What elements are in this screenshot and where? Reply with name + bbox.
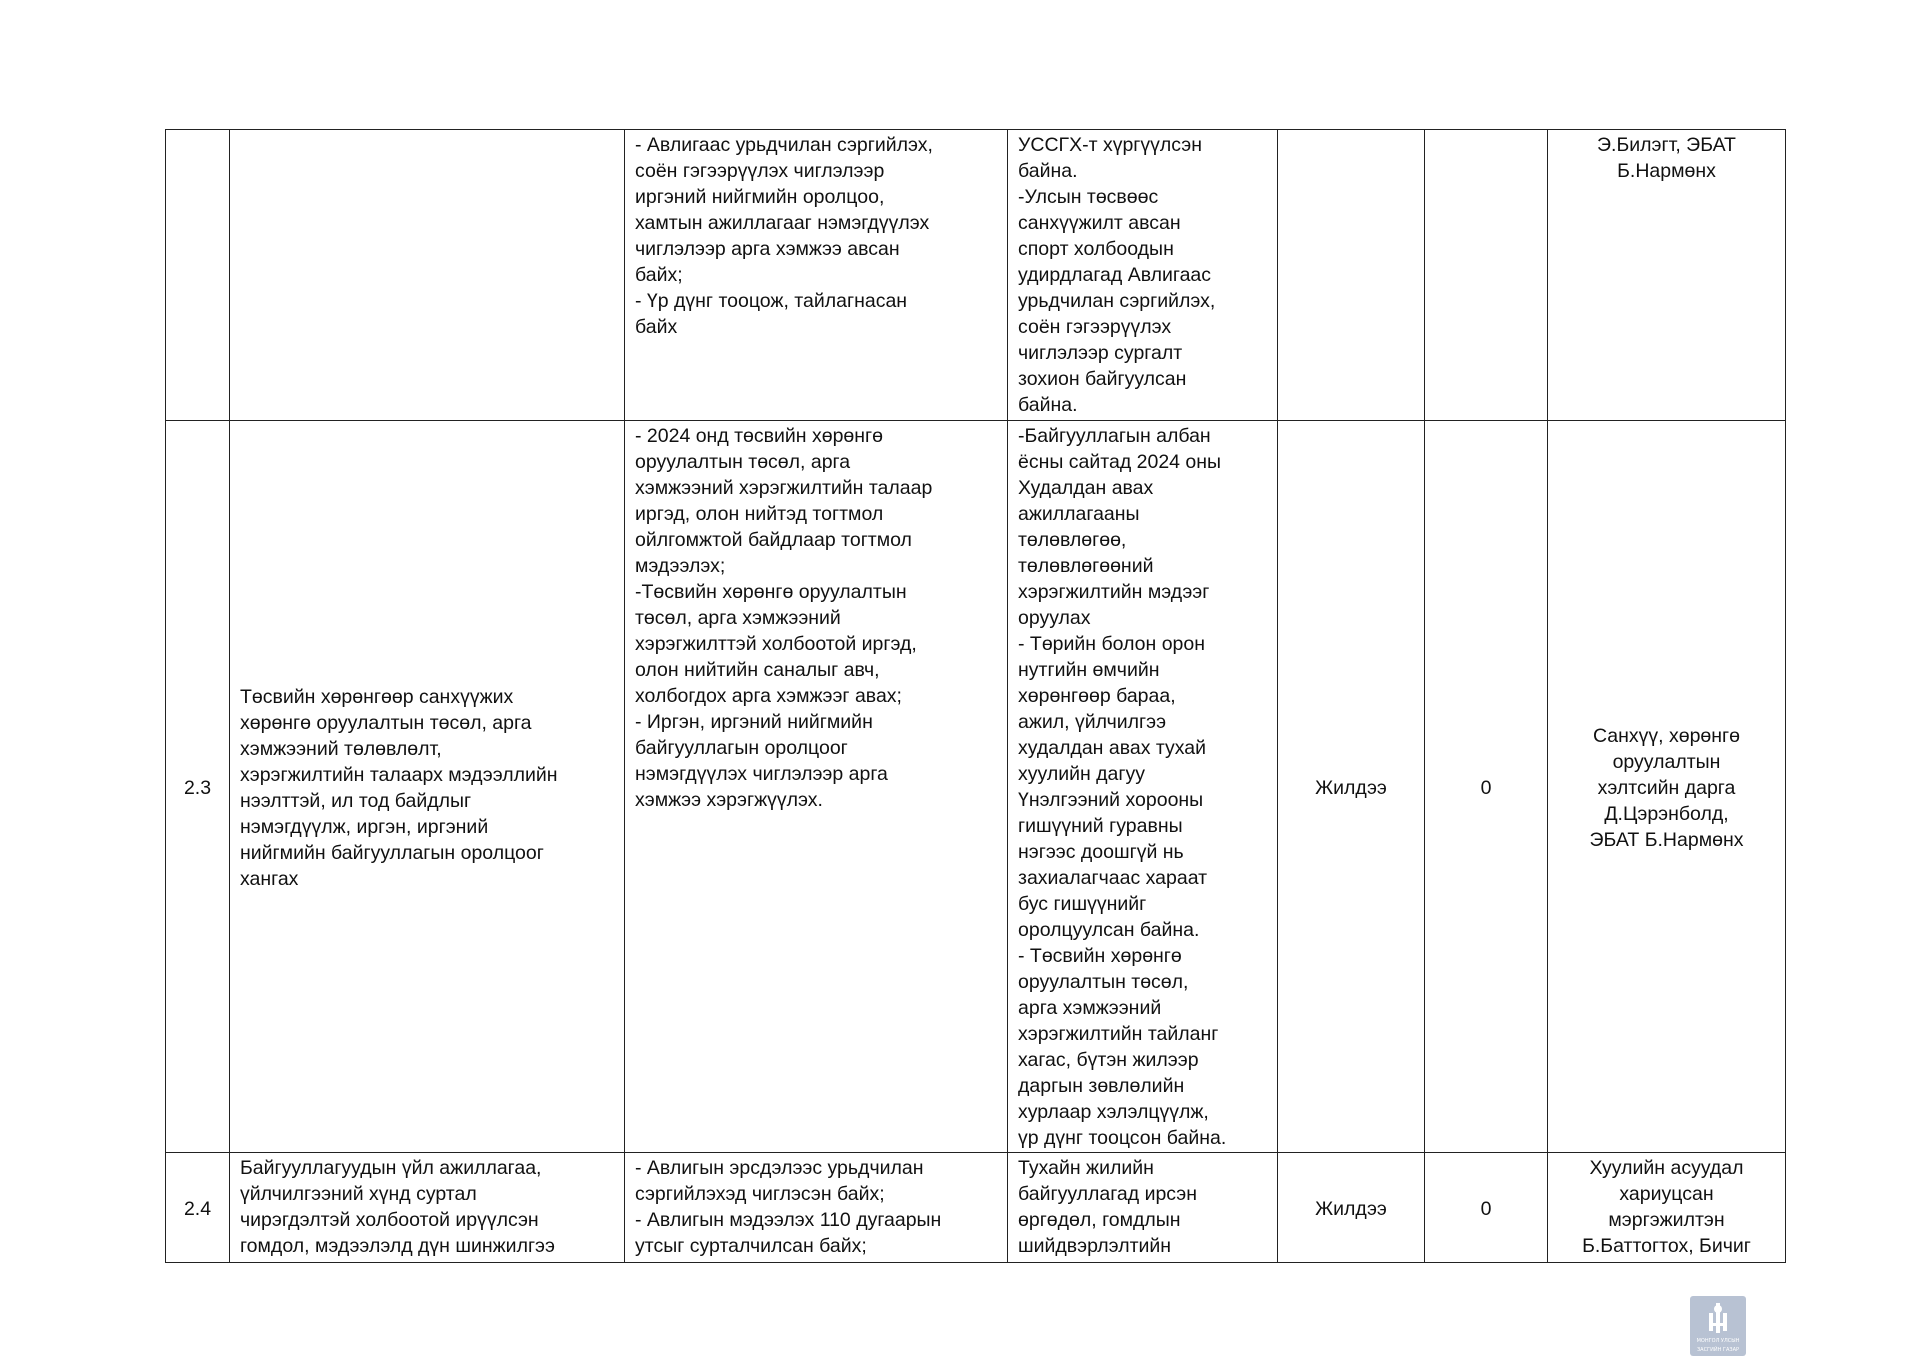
score-cell xyxy=(1425,130,1548,421)
responsible-cell: Санхүү, хөрөнгө оруулалтын хэлтсийн дарга Д.Цэрэнболд, ЭБАТ Б.Нармөнх xyxy=(1548,421,1786,1153)
term-cell: Жилдээ xyxy=(1278,421,1425,1153)
action-plan-table xyxy=(165,129,1786,1263)
measures-cell: - Авлигын эрсдэлээс урьдчилан сэргийлэхэд чиглэсэн байх; - Авлигын мэдээлэх 110 дугаарын утсыг сурталчилсан байх; xyxy=(625,1153,1008,1263)
term-cell: Жилдээ xyxy=(1278,1153,1425,1263)
mongolia-government-emblem-icon xyxy=(1705,1301,1731,1335)
responsible-cell: Э.Билэгт, ЭБАТ Б.Нармөнх xyxy=(1548,130,1786,421)
row-number: 2.3 xyxy=(166,421,230,1153)
score-cell: 0 xyxy=(1425,1153,1548,1263)
emblem-caption-line2: ЗАСГИЙН ГАЗАР xyxy=(1696,1347,1740,1353)
responsible-cell: Хуулийн асуудал хариуцсан мэргэжилтэн Б.Баттогтох, Бичиг xyxy=(1548,1153,1786,1263)
emblem-caption-line1: МОНГОЛ УЛСЫН xyxy=(1696,1338,1740,1344)
goal-cell xyxy=(230,130,625,421)
goal-cell: Төсвийн хөрөнгөөр санхүүжих хөрөнгө оруулалтын төсөл, арга хэмжээний төлөвлөлт, хэрэгжилтийн талаарх мэдээллийн нээлттэй, ил тод байдлыг нэмэгдүүлж, иргэн, иргэний нийгмийн байгууллагын оролцоог хангах xyxy=(230,421,625,1153)
term-cell xyxy=(1278,130,1425,421)
measures-cell: - 2024 онд төсвийн хөрөнгө оруулалтын төсөл, арга хэмжээний хэрэгжилтийн талаар иргэд, олон нийтэд тогтмол ойлгомжтой байдлаар тогтмол мэдээлэх; -Төсвийн хөрөнгө оруулалтын төсөл, арга хэмжээний хэрэгжилттэй холбоотой иргэд, олон нийтийн саналыг авч, холбогдох арга хэмжээг авах; - Иргэн, иргэний нийгмийн байгууллагын оролцоог нэмэгдүүлэх чиглэлээр арга хэмжээ хэрэгжүүлэх. xyxy=(625,421,1008,1153)
goal-cell: Байгууллагуудын үйл ажиллагаа, үйлчилгээний хүнд суртал чирэгдэлтэй холбоотой ирүүлсэн гомдол, мэдээлэлд дүн шинжилгээ xyxy=(230,1153,625,1263)
result-cell: УССГХ-т хүргүүлсэн байна. -Улсын төсвөөс санхүүжилт авсан спорт холбоодын удирдлагад Авлигаас урьдчилан сэргийлэх, соён гэгээрүүлэх чиглэлээр сургалт зохион байгуулсан байна. xyxy=(1008,130,1278,421)
government-emblem-stamp xyxy=(1690,1296,1746,1356)
score-cell: 0 xyxy=(1425,421,1548,1153)
row-number: 2.4 xyxy=(166,1153,230,1263)
table-row xyxy=(166,130,1786,421)
row-number xyxy=(166,130,230,421)
result-cell: -Байгууллагын албан ёсны сайтад 2024 оны Худалдан авах ажиллагааны төлөвлөгөө, төлөвлөгөөний хэрэгжилтийн мэдээг оруулах - Төрийн болон орон нутгийн өмчийн хөрөнгөөр бараа, ажил, үйлчилгээ худалдан авах тухай хуулийн дагуу Үнэлгээний хорооны гишүүний гуравны нэгээс доошгүй нь захиалагчаас хараат бус гишүүнийг оролцуулсан байна. - Төсвийн хөрөнгө оруулалтын төсөл, арга хэмжээний хэрэгжилтийн тайланг хагас, бүтэн жилээр даргын зөвлөлийн хурлаар хэлэлцүүлж, үр дүнг тооцсон байна. xyxy=(1008,421,1278,1153)
result-cell: Тухайн жилийн байгууллагад ирсэн өргөдөл, гомдлын шийдвэрлэлтийн xyxy=(1008,1153,1278,1263)
table-row xyxy=(166,1153,1786,1263)
table-row xyxy=(166,421,1786,1153)
measures-cell: - Авлигаас урьдчилан сэргийлэх, соён гэгээрүүлэх чиглэлээр иргэний нийгмийн оролцоо, хамтын ажиллагааг нэмэгдүүлэх чиглэлээр арга хэмжээ авсан байх; - Үр дүнг тооцож, тайлагнасан байх xyxy=(625,130,1008,421)
